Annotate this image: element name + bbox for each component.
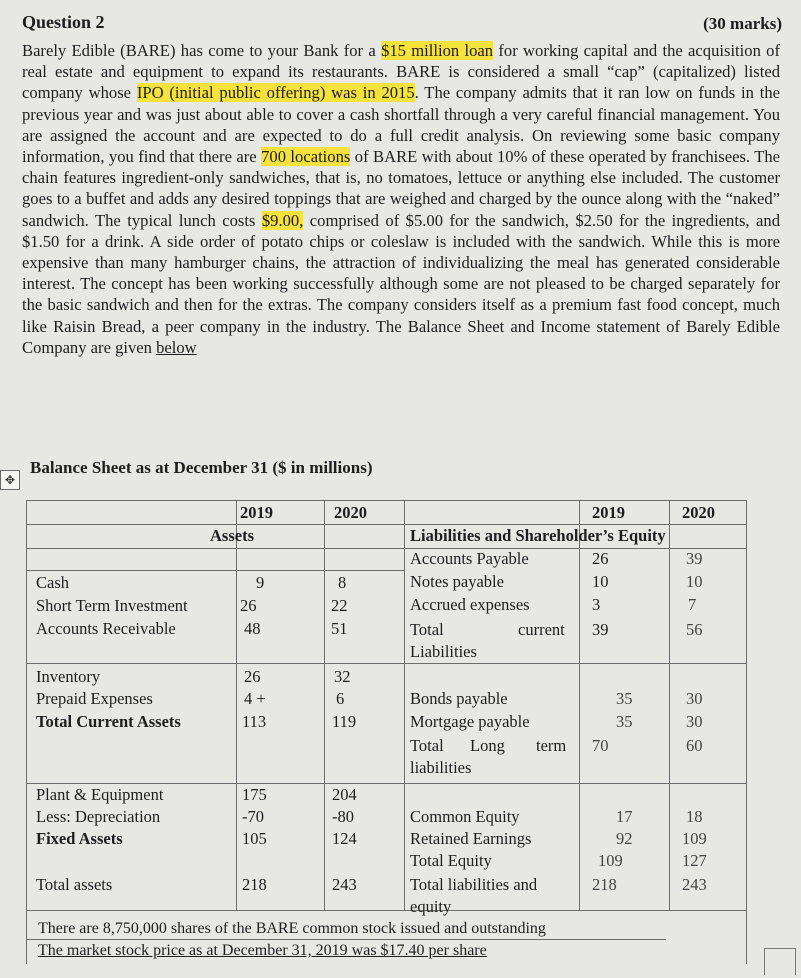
- paragraph-text: Barely Edible (BARE) has come to your Bank for a: [22, 41, 382, 60]
- asset-2020: 22: [331, 596, 348, 615]
- liabilities-header: Liabilities and Shareholder’s Equity: [410, 526, 666, 545]
- paragraph-text: . The company admits that it ran low on funds in the previous year and was just about able to cover a cash shortfall through a very careful financial management. You are assigned the account and are expected to do a full credit analysis. On reviewing some basic company information, you find that there are: [22, 83, 780, 167]
- asset-label: Total Current Assets: [36, 712, 181, 731]
- liab-label: Bonds payable: [410, 689, 508, 708]
- liab-2019: 10: [592, 572, 609, 591]
- liab-label: Accrued expenses: [410, 595, 530, 614]
- asset-2020: 6: [336, 689, 345, 708]
- liab-label-part: equity: [410, 897, 452, 916]
- asset-2019: -70: [242, 807, 264, 826]
- asset-2019: 26: [244, 667, 261, 686]
- liab-2019: 92: [616, 829, 633, 848]
- liab-2019: 3: [592, 595, 601, 614]
- liab-label-part: Long: [470, 736, 505, 755]
- liab-2019: 39: [592, 620, 609, 639]
- asset-label: Inventory: [36, 667, 101, 686]
- liab-label: Notes payable: [410, 572, 504, 591]
- asset-label: Less: Depreciation: [36, 807, 161, 826]
- liab-year-2019: 2019: [592, 503, 625, 522]
- asset-2020: 119: [332, 712, 357, 731]
- asset-label: Prepaid Expenses: [36, 689, 153, 708]
- liab-2020: 39: [686, 549, 703, 568]
- asset-2019: 9: [256, 573, 265, 592]
- shares-note: There are 8,750,000 shares of the BARE common stock issued and outstanding: [38, 920, 546, 937]
- liab-label: Total Equity: [410, 851, 492, 870]
- asset-label: Fixed Assets: [36, 829, 123, 848]
- asset-2019: 26: [240, 596, 257, 615]
- liab-2019: 17: [616, 807, 633, 826]
- table-move-handle-icon[interactable]: ✥: [0, 470, 20, 490]
- highlighted-text: 700 locations: [261, 147, 351, 167]
- asset-label: Plant & Equipment: [36, 785, 164, 804]
- asset-2019: 48: [244, 619, 261, 638]
- liab-2020: 60: [686, 736, 703, 755]
- asset-2020: 243: [332, 875, 357, 894]
- asset-2020: 32: [334, 667, 351, 686]
- asset-2019: 218: [242, 875, 267, 894]
- asset-2019: 113: [242, 712, 267, 731]
- liab-2020: 18: [686, 807, 703, 826]
- question-title: Question 2: [22, 12, 105, 32]
- paragraph-text: for working capital and the acquisition of real estate and equipment to expand its restaurants. BARE is considered a small “cap” (capitalized) listed company whose: [22, 41, 780, 103]
- liab-label-part: liabilities: [410, 758, 472, 777]
- liab-label: Common Equity: [410, 807, 520, 826]
- liab-2020: 30: [686, 712, 703, 731]
- liab-label-part: term: [536, 736, 567, 755]
- liab-2020: 10: [686, 572, 703, 591]
- asset-2020: 8: [338, 573, 347, 592]
- liab-2019: 35: [616, 689, 633, 708]
- liab-2020: 30: [686, 689, 703, 708]
- liab-2019: 109: [598, 851, 623, 870]
- liab-2019: 70: [592, 736, 609, 755]
- price-note: The market stock price as at December 31, 2019 was $17.40 per share: [38, 942, 487, 959]
- liab-label-part: Total: [410, 620, 444, 639]
- underlined-text: below: [156, 337, 197, 357]
- asset-2020: 51: [331, 619, 348, 638]
- paragraph-text: of BARE with about 10% of these operated by franchisees. The chain features ingredient-only sandwiches, that is, no tomatoes, lettuce or anything else included. The customer goes to a buffet and adds any desired toppings that are weighed and charged by the ounce along with the “naked” sandwich. The typical lunch costs: [22, 147, 781, 230]
- question-header: [22, 12, 782, 34]
- liab-label: Accounts Payable: [410, 549, 529, 568]
- highlighted-text: $15 million loan: [381, 41, 494, 60]
- assets-year-2019: 2019: [240, 503, 273, 522]
- assets-header: Assets: [210, 526, 254, 545]
- liab-label-part: current: [518, 620, 565, 639]
- balance-sheet-table: [26, 500, 786, 968]
- liab-label-part: Total: [410, 736, 444, 755]
- liab-2019: 26: [592, 549, 609, 568]
- liab-label-part: Total liabilities and: [410, 875, 538, 894]
- liab-2019: 35: [616, 712, 633, 731]
- asset-2019: 175: [242, 785, 267, 804]
- liab-2019: 218: [592, 875, 617, 894]
- liab-2020: 127: [682, 851, 707, 870]
- paragraph-text: comprised of $5.00 for the sandwich, $2.50 for the ingredients, and $1.50 for a drink. A side order of potato chips or coleslaw is included with the sandwich. While this is more expensive than many hamburger chains, the attraction of individualizing the meal has generated considerable interest. The concept has been working successfully although some are not pleased to be charged separately for the basic sandwich and then for the extras. The company considers itself as a premium fast food concept, much like Raisin Bread, a peer company in the industry. The Balance Sheet and Income statement of Barely Edible Company are given: [22, 210, 780, 357]
- asset-2019: 4 +: [244, 689, 266, 708]
- asset-label: Total assets: [36, 875, 113, 894]
- asset-2020: 124: [332, 829, 357, 848]
- liab-label: Mortgage payable: [410, 712, 530, 731]
- liab-2020: 243: [682, 875, 707, 894]
- table-resize-handle[interactable]: [764, 948, 796, 975]
- liab-label: Retained Earnings: [410, 829, 532, 848]
- asset-label: Short Term Investment: [36, 596, 188, 615]
- balance-sheet-title: Balance Sheet as at December 31 ($ in millions): [30, 458, 373, 477]
- asset-2020: -80: [332, 807, 354, 826]
- asset-label: Cash: [36, 573, 69, 592]
- question-marks: (30 marks): [703, 14, 782, 33]
- liab-2020: 7: [688, 595, 697, 614]
- assets-year-2020: 2020: [334, 503, 367, 522]
- liab-2020: 109: [682, 829, 707, 848]
- liab-2020: 56: [686, 620, 703, 639]
- asset-label: Accounts Receivable: [36, 619, 176, 638]
- liab-year-2020: 2020: [682, 503, 715, 522]
- highlighted-text: $9.00,: [261, 210, 304, 230]
- highlighted-text: IPO (initial public offering) was in 2015: [136, 83, 415, 103]
- asset-2020: 204: [332, 785, 357, 804]
- liab-label-part: Liabilities: [410, 642, 477, 661]
- asset-2019: 105: [242, 829, 267, 848]
- question-paragraph: [22, 40, 780, 358]
